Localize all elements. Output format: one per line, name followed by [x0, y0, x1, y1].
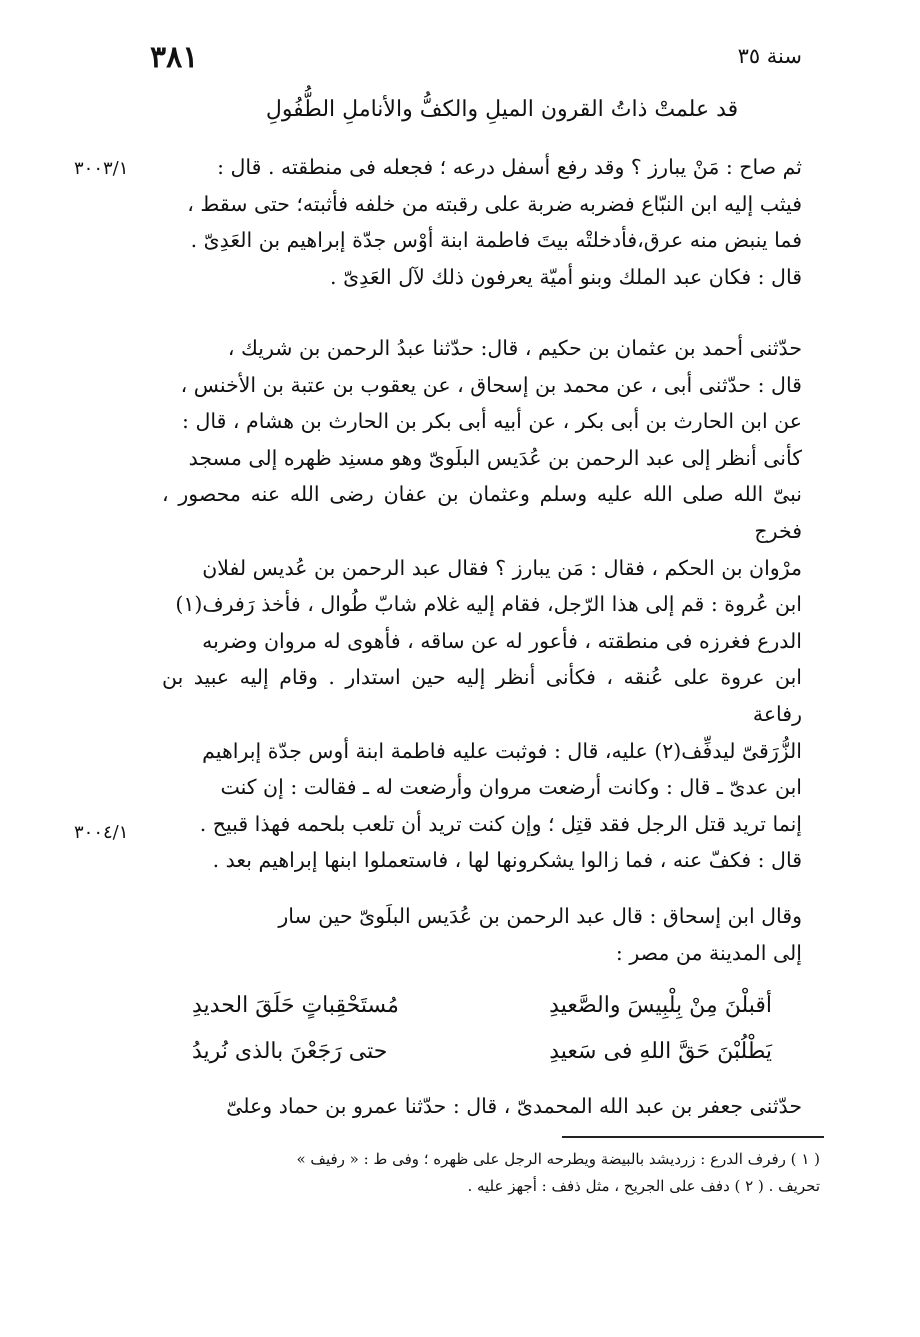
text-line: ابن عدىّ ـ قال : وكانت أرضعت مروان وأرضعت له ـ فقالت : إن كنت [220, 775, 802, 800]
text-line: وقال ابن إسحاق : قال عبد الرحمن بن عُدَيس البلَوىّ حين سار [278, 904, 802, 928]
text-line: قال : فكفّ عنه ، فما زالوا يشكرونها لها ، فاستعملوا ابنها إبراهيم بعد . [212, 848, 802, 873]
poem-verses [192, 983, 772, 1075]
verse-hemistich-second: مُستَحْقِباتٍ حَلَقَ الحديدِ [192, 993, 399, 1018]
text-line: ابن عروة على عُنقه ، فكأنى أنظر إليه حين استدار . وقام إليه عبيد بن رفاعة [162, 665, 802, 726]
verse-hemistich-first: أقبلْنَ مِنْ بِلْبِيسَ والصَّعيدِ [549, 993, 772, 1018]
running-header-year: سنة ٣٥ [737, 44, 802, 68]
verse-hemistich-first: يَطْلُبْنَ حَقَّ اللهِ فى سَعيدِ [549, 1039, 772, 1064]
closing-line: حدّثنى جعفر بن عبد الله المحمدىّ ، قال : حدّثنا عمرو بن حماد وعلىّ [226, 1094, 802, 1118]
paragraph-1 [162, 149, 802, 295]
verse-line-2 [192, 1029, 772, 1075]
page-number: ٣٨١ [150, 40, 199, 75]
margin-reference-2: ٣٠٠٤/١ [74, 822, 129, 843]
verse-line-1 [192, 983, 772, 1029]
text-line: قال : فكان عبد الملك وبنو أميّة يعرفون ذلك لآل العَدِىّ . [330, 264, 802, 289]
paragraph-3 [162, 898, 802, 971]
text-line: إلى المدينة من مصر : [615, 940, 802, 965]
text-line: ابن عُروة : قم إلى هذا الرّجل، فقام إليه غلام شابّ طُوال ، فأخذ رَفرف(١) [175, 592, 802, 617]
text-line: الدرع فغرزه فى منطقته ، فأعور له عن ساقه ، فأهوى له مروان وضربه [202, 628, 802, 653]
margin-reference-1: ٣٠٠٣/١ [74, 158, 129, 179]
text-line: فما ينبض منه عرق،فأدخلتْه بيتَ فاطمة ابنة أوْس جدّة إبراهيم بن العَدِىّ . [190, 228, 802, 253]
text-line: الزُّرَقىّ ليدفِّف(٢) عليه، قال : فوثبت عليه فاطمة ابنة أوس جدّة إبراهيم [202, 738, 802, 763]
text-line: فيثب إليه ابن النبّاع فضربه ضربة على رقبته من خلفه فأثبته؛ حتى سقط ، [187, 191, 802, 216]
text-line: إنما تريد قتل الرجل فقد قتِل ؛ وإن كنت تريد أن تلعب بلحمه فهذا قبيح . [199, 811, 802, 836]
footnote-line: تحريف . ( ٢ ) دفف على الجريح ، مثل ذفف : أجهز عليه . [467, 1177, 820, 1195]
footnotes [160, 1146, 820, 1200]
text-line: حدّثنى أحمد بن عثمان بن حكيم ، قال: حدّثنا عبدُ الرحمن بن شريك ، [227, 336, 802, 360]
text-line: كأنى أنظر إلى عبد الرحمن بن عُدَيس البلَوىّ وهو مسنِد ظهره إلى مسجد [188, 445, 802, 470]
footnote-line: ( ١ ) رفرف الدرع : زرديشد بالبيضة ويطرحه الرجل على ظهره ؛ وفى ط : « رفيف » [296, 1150, 820, 1168]
text-line: مرْوان بن الحكم ، فقال : مَن يبارز ؟ فقال عبد الرحمن بن عُديس لفلان [202, 555, 802, 580]
opening-verse: قد علمتْ ذاتُ القرون الميلِ والكفُّ والأناملِ الطُّفُولِ [265, 97, 739, 122]
footnote-divider [562, 1136, 824, 1138]
text-line: عن ابن الحارث بن أبى بكر ، عن أبيه أبى بكر بن الحارث بن هشام ، قال : [182, 409, 802, 434]
text-line: قال : حدّثنى أبى ، عن محمد بن إسحاق ، عن يعقوب بن عتبة بن الأخنس ، [180, 372, 802, 397]
paragraph-2 [162, 330, 802, 879]
verse-hemistich-second: حتى رَجَعْنَ بالذى نُريدُ [192, 1039, 388, 1064]
text-line: ثم صاح : مَنْ يبارز ؟ وقد رفع أسفل درعه ؛ فجعله فى منطقته . قال : [217, 155, 802, 179]
text-line: نبىّ الله صلى الله عليه وسلم وعثمان بن عفان رضى الله عنه محصور ، فخرج [162, 482, 802, 543]
